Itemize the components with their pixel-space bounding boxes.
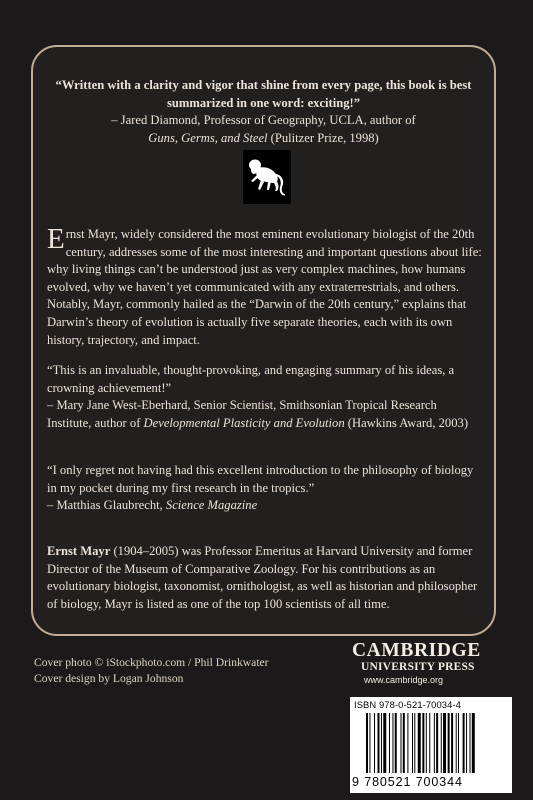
barcode-number: 9 780521 700344 bbox=[352, 775, 463, 789]
publisher-logo bbox=[352, 641, 492, 687]
quote-2-award: (Hawkins Award, 2003) bbox=[344, 415, 469, 430]
quote-west-eberhard bbox=[47, 362, 484, 432]
author-bio bbox=[47, 543, 484, 613]
back-cover-panel bbox=[31, 45, 496, 636]
top-quote bbox=[43, 77, 484, 147]
quote-3-attribution: – Matthias Glaubrecht, bbox=[47, 498, 166, 513]
publisher-subtitle: UNIVERSITY PRESS bbox=[361, 661, 475, 673]
quote-2-attribution: – Mary Jane West-Eberhard, Senior Scientist, Smithsonian Tropical Research Institute, author of bbox=[47, 398, 437, 430]
top-quote-text: “Written with a clarity and vigor that shine from every page, this book is best summarized in one word: exciting!” bbox=[55, 78, 472, 110]
publisher-url: www.cambridge.org bbox=[364, 675, 444, 685]
top-quote-attribution: – Jared Diamond, Professor of Geography, UCLA, author of bbox=[111, 113, 416, 128]
barcode-bars bbox=[364, 713, 504, 777]
publisher-monkey-logo bbox=[243, 150, 291, 204]
publisher-name: CAMBRIDGE bbox=[352, 640, 481, 661]
quote-3-text: “I only regret not having had this excellent introduction to the philosophy of biology in my pocket during my first research in the tropics.” bbox=[47, 463, 474, 495]
cover-credits bbox=[34, 655, 269, 686]
quote-2-text: “This is an invaluable, thought-provoking, and engaging summary of his ideas, a crowning achievement!” bbox=[47, 363, 455, 395]
top-quote-award: (Pulitzer Prize, 1998) bbox=[267, 130, 379, 145]
design-credit: Cover design by Logan Johnson bbox=[34, 671, 184, 685]
author-name: Ernst Mayr bbox=[47, 544, 111, 558]
intro-text: rnst Mayr, widely considered the most eminent evolutionary biologist of the 20th century, addresses some of the most interesting and important questions about life: why living things can’t be understood just as very complex machines, how humans evolved, why we haven’t yet communicated with any extraterrestrials, and others. Notably, Mayr, commonly hailed as the “Darwin of the 20th century,” explains that Darwin’s theory of evolution is actually five separate theories, each with its own history, trajectory, and impact. bbox=[47, 227, 482, 347]
author-bio-text: (1904–2005) was Professor Emeritus at Harvard University and former Director of the Museum of Comparative Zoology. For his contributions as an evolutionary biologist, taxonomist, ornithologist, as well as historian and philosopher of biology, Mayr is listed as one of the top 100 scientists of all time. bbox=[47, 544, 478, 611]
intro-dropcap: E bbox=[47, 223, 65, 255]
monkey-icon bbox=[247, 156, 287, 198]
quote-glaubrecht bbox=[47, 462, 484, 515]
isbn-label: ISBN 978-0-521-70034-4 bbox=[354, 699, 461, 710]
intro-paragraph bbox=[47, 223, 484, 349]
quote-2-book-title: Developmental Plasticity and Evolution bbox=[143, 415, 345, 430]
top-quote-book-title: Guns, Germs, and Steel bbox=[148, 130, 268, 145]
isbn-barcode bbox=[350, 697, 512, 793]
quote-3-source: Science Magazine bbox=[165, 498, 258, 513]
photo-credit: Cover photo © iStockphoto.com / Phil Drinkwater bbox=[34, 656, 269, 669]
